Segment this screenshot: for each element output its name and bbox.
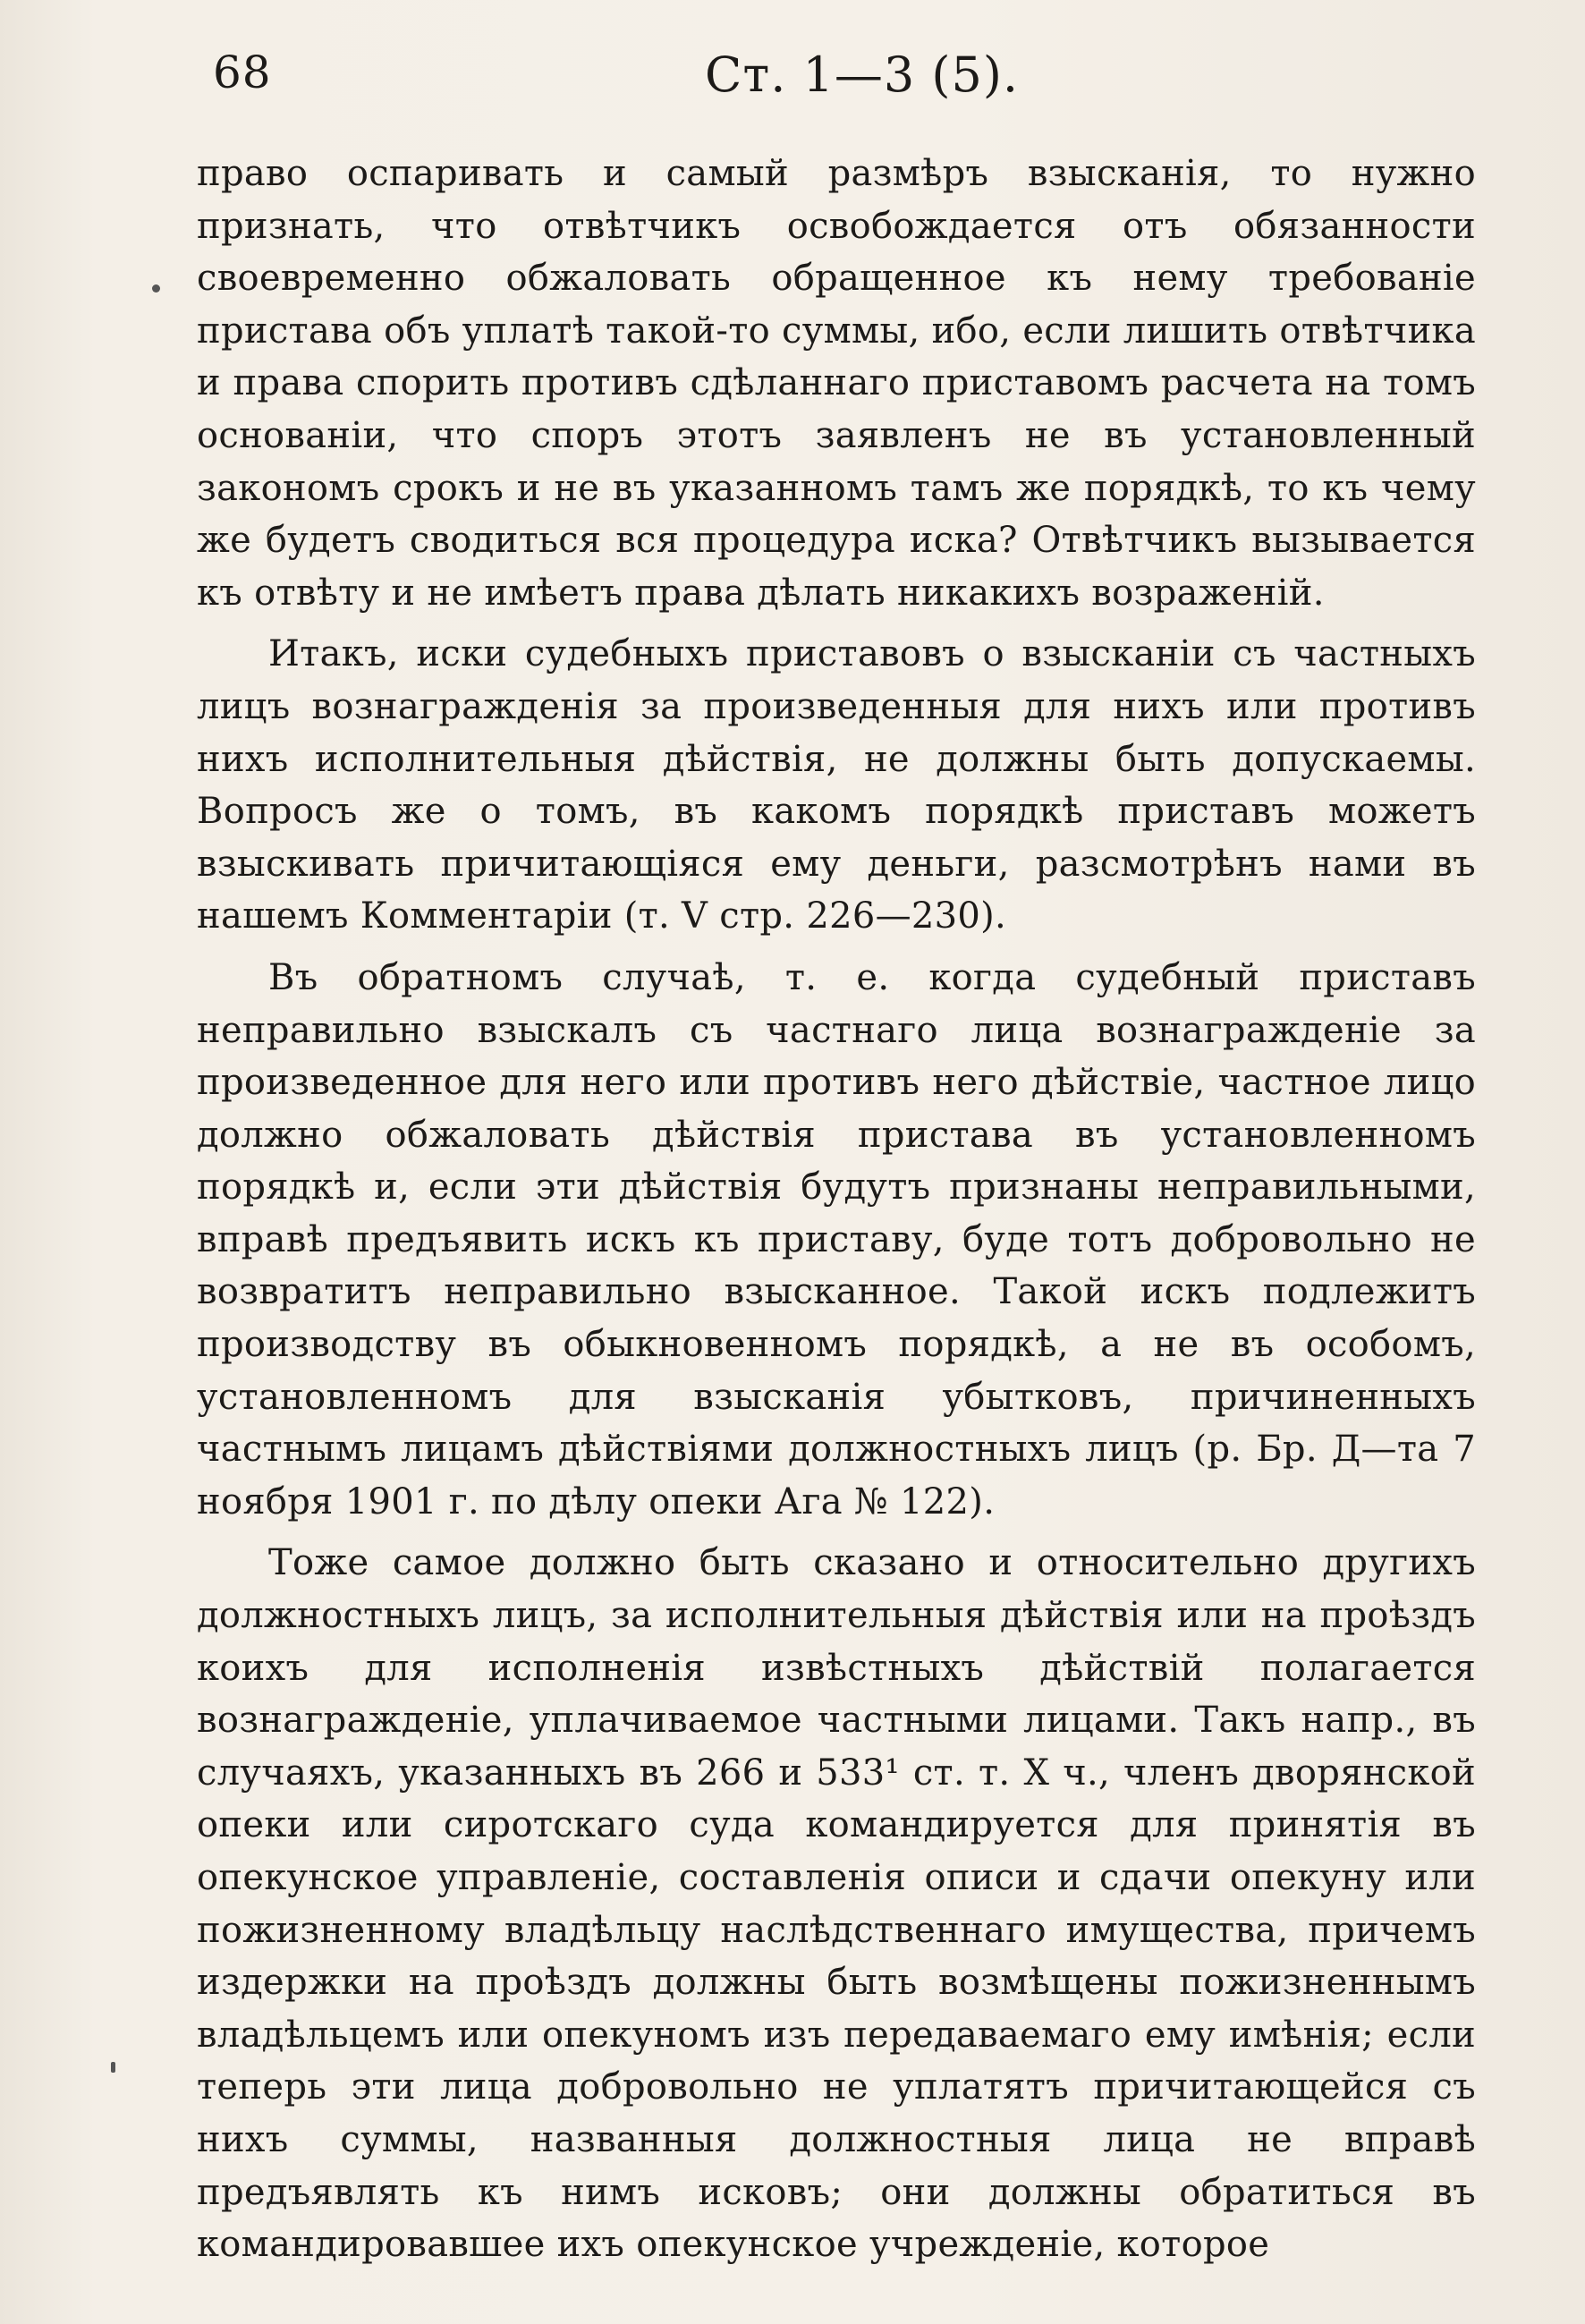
paragraph: Тоже самое должно быть сказано и относительно другихъ должностныхъ лицъ, за исполнительныя дѣйствія или на проѣздъ коихъ для исполненія извѣстныхъ дѣйствій полагается вознагражденіе, уплачиваемое частными лицами. Такъ напр., въ случаяхъ, указанныхъ въ 266 и 533¹ ст. т. X ч., членъ дворянской опеки или сиротскаго суда командируется для принятія въ опекунское управленіе, составленія описи и сдачи опекуну или пожизненному владѣльцу наслѣдственнаго имущества, причемъ издержки на проѣздъ должны быть возмѣщены пожизненнымъ владѣльцемъ или опекуномъ изъ передаваемаго ему имѣнія; если теперь эти лица добровольно не уплатятъ причитающейся съ нихъ суммы, названныя должностныя лица не вправѣ предъявлять къ нимъ исковъ; они должны обратиться въ командировавшее ихъ опекунское учрежденіе, которое: [197, 1542, 1476, 2266]
page-header: [213, 47, 1483, 109]
paragraph: Итакъ, иски судебныхъ приставовъ о взысканіи съ частныхъ лицъ вознагражденія за произведенныя для нихъ или противъ нихъ исполнительныя дѣйствія, не должны быть допускаемы. Вопросъ же о томъ, въ какомъ порядкѣ приставъ можетъ взыскивать причитающіяся ему деньги, разсмотрѣнъ нами въ нашемъ Комментаріи (т. V стр. 226—230).: [197, 633, 1476, 937]
print-speck: [111, 2062, 115, 2073]
print-speck: [152, 284, 160, 293]
page-number: 68: [213, 47, 272, 98]
paragraph: Въ обратномъ случаѣ, т. е. когда судебный приставъ неправильно взыскалъ съ частнаго лица вознагражденіе за произведенное для него или противъ него дѣйствіе, частное лицо должно обжаловать дѣйствія пристава въ установленномъ порядкѣ и, если эти дѣйствія будутъ признаны неправильными, вправѣ предъявить искъ къ приставу, буде тотъ добровольно не возвратитъ неправильно взысканное. Такой искъ подлежитъ производству въ обыкновенномъ порядкѣ, а не въ особомъ, установленномъ для взысканія убытковъ, причиненныхъ частнымъ лицамъ дѣйствіями должностныхъ лицъ (р. Бр. Д—та 7 ноября 1901 г. по дѣлу опеки Ага № 122).: [197, 956, 1476, 1522]
running-head: Ст. 1—3 (5).: [705, 47, 1020, 103]
body-text: [197, 148, 1476, 2280]
paragraph: право оспаривать и самый размѣръ взысканія, то нужно признать, что отвѣтчикъ освобождается отъ обязанности своевременно обжаловать обращенное къ нему требованіе пристава объ уплатѣ такой-то суммы, ибо, если лишить отвѣтчика и права спорить противъ сдѣланнаго приставомъ расчета на томъ основаніи, что споръ этотъ заявленъ не въ установленный закономъ срокъ и не въ указанномъ тамъ же порядкѣ, то къ чему же будетъ сводиться вся процедура иска? Отвѣтчикъ вызывается къ отвѣту и не имѣетъ права дѣлать никакихъ возраженій.: [197, 153, 1476, 614]
